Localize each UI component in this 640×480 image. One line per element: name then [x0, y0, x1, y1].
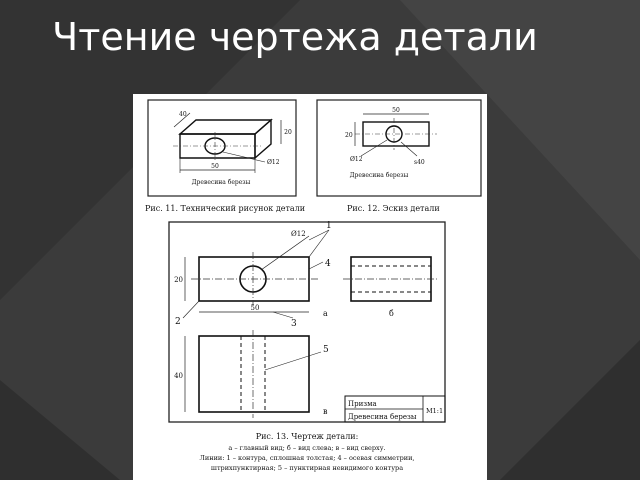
fig13-dim-length: 50	[250, 304, 260, 312]
fig13-top-view	[199, 336, 309, 412]
title-block-material: Древесина березы	[348, 413, 417, 421]
fig13-diameter: Ø12	[291, 230, 306, 238]
fig11-dim-depth: 40	[179, 111, 187, 118]
slide-title: Чтение чертежа детали	[52, 15, 538, 59]
fig13-callout-3: 3	[291, 319, 297, 329]
fig13-view-a-label: а	[323, 309, 328, 318]
fig12-diameter: Ø12	[350, 156, 363, 163]
fig13-view-c-label: в	[323, 407, 328, 416]
fig13-callout-5: 5	[323, 345, 329, 355]
fig11-block-side	[255, 120, 271, 158]
fig11-caption: Рис. 11. Технический рисунок детали	[145, 204, 306, 213]
fig13-caption-title: Рис. 13. Чертеж детали:	[255, 432, 359, 441]
fig13-caption-line2: Линии: 1 – контура, сплошная толстая; 4 – осевая симметрии,	[199, 454, 415, 462]
fig13-dim-height-top: 40	[174, 372, 183, 380]
fig13-frame	[169, 222, 445, 422]
fig11-dim-height: 20	[284, 129, 292, 136]
title-block-name: Призма	[348, 400, 377, 408]
fig13-callout-1: 1	[326, 221, 332, 231]
fig13-view-b-label: б	[389, 309, 394, 318]
fig11-dim-length: 50	[211, 163, 219, 170]
fig13-caption-line3: штрихпунктирная; 5 – пунктирная невидимого контура	[210, 464, 404, 472]
fig12-dim-length: 50	[392, 107, 400, 114]
fig13-callout-2: 2	[175, 317, 181, 327]
fig13-callout-4: 4	[325, 259, 331, 269]
title-block-scale: М1:1	[426, 407, 444, 415]
fig13-dim-height-front: 20	[174, 276, 183, 284]
fig12-material: Древесина березы	[349, 172, 409, 179]
fig13-caption-line1: а – главный вид; б – вид слева; в – вид сверху.	[228, 444, 386, 452]
fig12-caption: Рис. 12. Эскиз детали	[347, 204, 440, 213]
drawing-figure	[133, 94, 487, 480]
fig12-dim-height: 20	[345, 132, 353, 139]
fig11-diameter: Ø12	[267, 159, 280, 166]
fig11-material: Древесина березы	[191, 179, 251, 186]
fig12-frame	[317, 100, 481, 196]
fig12-dim-s: s40	[414, 159, 425, 166]
